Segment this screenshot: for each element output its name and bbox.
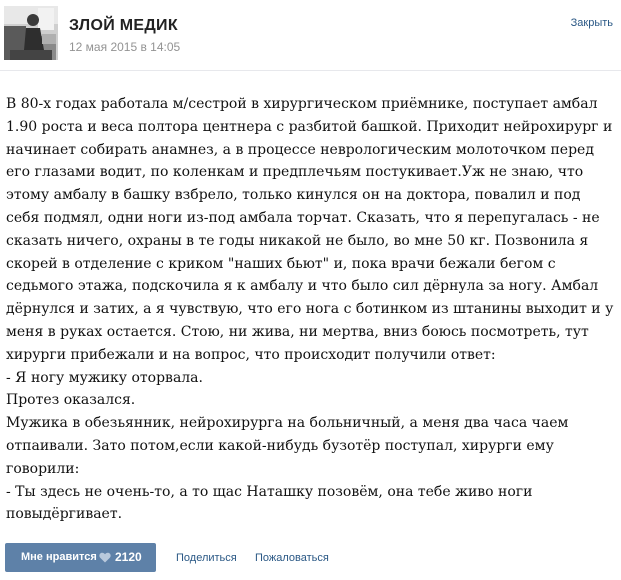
avatar-photo — [4, 6, 58, 60]
post-paragraph: Мужика в обезьянник, нейрохирурга на больничный, а меня два часа чаем отпаивали. Зато потом,если какой-нибудь бузотёр поступал, хирурги ему говорили: — [6, 415, 569, 477]
post-paragraph: - Ты здесь не очень-то, а то щас Наташку позовём, она тебе живо ноги повыдёргивает. — [6, 483, 533, 523]
post-header — [0, 0, 621, 71]
report-link[interactable]: Пожаловаться — [255, 552, 329, 564]
post-date[interactable]: 12 мая 2015 в 14:05 — [69, 40, 181, 54]
post-paragraph: Протез оказался. — [6, 392, 136, 409]
like-count: 2120 — [115, 550, 142, 564]
like-button[interactable] — [5, 543, 156, 572]
share-link[interactable]: Поделиться — [176, 552, 237, 564]
heart-icon — [99, 552, 111, 563]
author-avatar[interactable] — [4, 6, 58, 60]
like-label: Мне нравится — [21, 551, 97, 563]
post-text — [6, 93, 614, 526]
post-paragraph: В 80-х годах работала м/сестрой в хирургическом приёмнике, поступает амбал 1.90 роста и веса полтора центнера с разбитой башкой. Приходит нейрохирург и начинает собирать анамнез, а в процессе неврологическим молоточком перед его глазами водит, по коленкам и предплечьям постукивает.Уж не знаю, что этому амбалу в башку взбрело, только кинулся он на доктора, повалил и под себя подмял, одни ноги из-под амбала торчат. Сказать, что я перепугалась - не сказать ничего, охраны в те годы никакой не было, во мне 50 кг. Позвонила я скорей в отделение с криком "наших бьют" и, пока врачи бежали бегом с седьмого этажа, подскочила я к амбалу и что было сил дёрнула за ногу. Амбал дёрнулся и затих, а я чувствую, что его нога с ботинком из штанины выходит и у меня в руках остается. Стою, ни жива, ни мертва, вниз боюсь посмотреть, тут хирурги прибежали и на вопрос, что происходит получили ответ: — [6, 96, 614, 363]
post-paragraph: - Я ногу мужику оторвала. — [6, 369, 203, 386]
author-name[interactable]: ЗЛОЙ МЕДИК — [69, 17, 178, 34]
close-link[interactable]: Закрыть — [570, 17, 613, 29]
post-actions — [0, 543, 621, 573]
